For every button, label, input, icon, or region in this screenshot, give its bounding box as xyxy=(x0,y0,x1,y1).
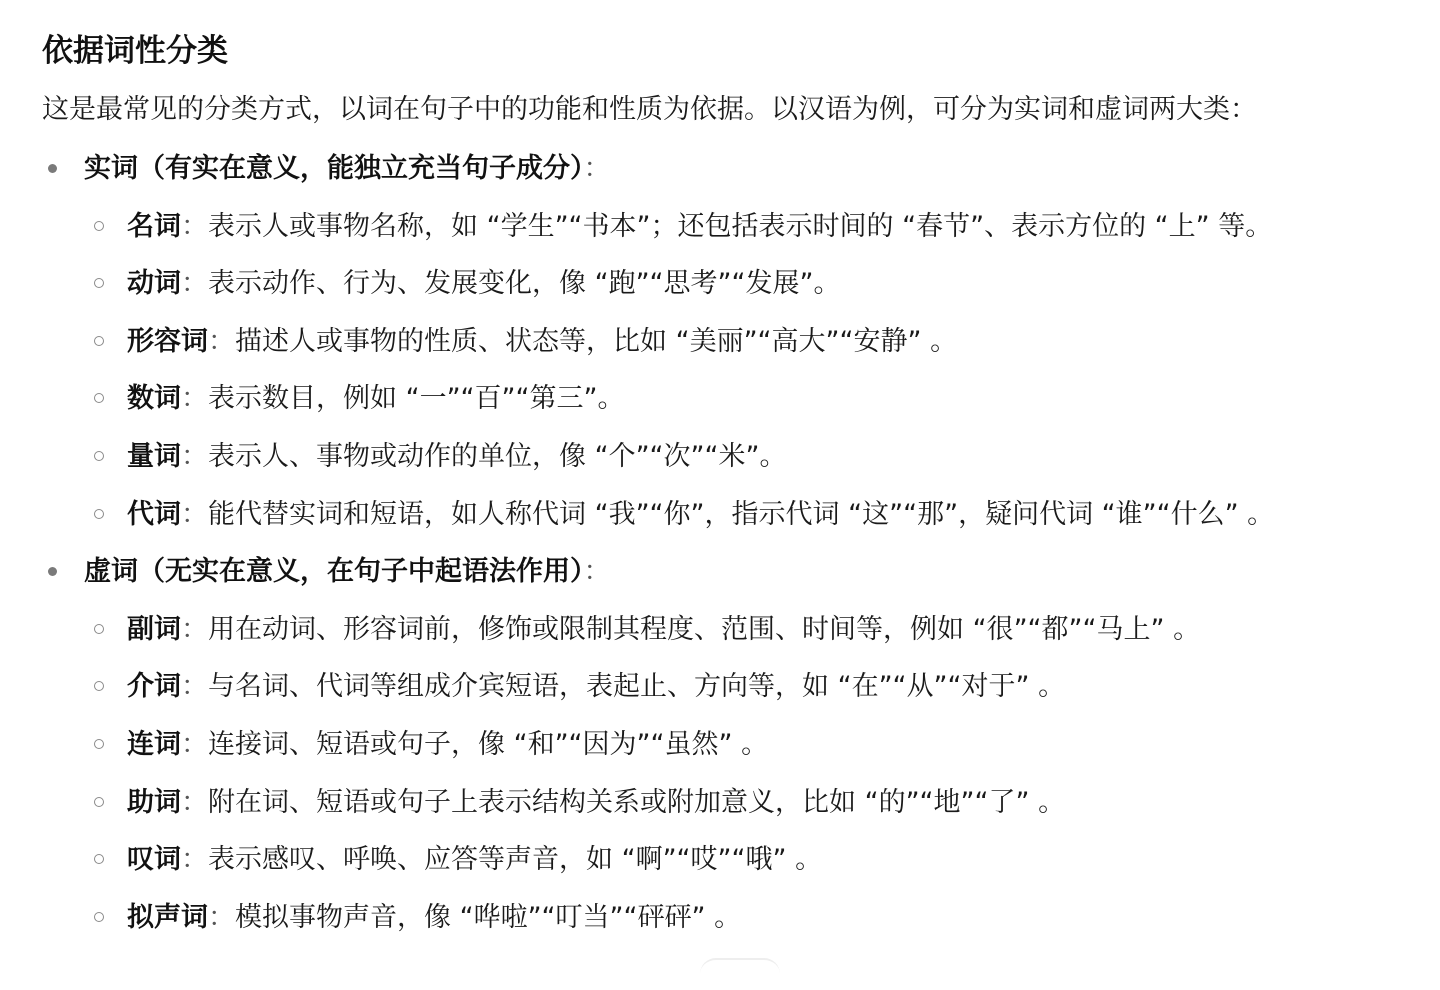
word-type-term: 量词 xyxy=(127,440,181,472)
list-item xyxy=(84,831,1422,889)
word-type-list xyxy=(84,198,1422,544)
bullet-ring-icon xyxy=(94,912,104,922)
bullet-ring-icon xyxy=(94,624,104,634)
category-colon: ： xyxy=(583,556,611,588)
word-type-term: 介词 xyxy=(127,671,181,703)
term-separator: ： xyxy=(181,613,208,645)
list-item xyxy=(84,774,1422,832)
bullet-ring-icon xyxy=(94,221,104,231)
term-separator: ： xyxy=(181,671,208,703)
term-separator: ： xyxy=(181,498,208,530)
intro-paragraph: 这是最常见的分类方式，以词在句子中的功能和性质为依据。以汉语为例，可分为实词和虚词两大类： xyxy=(42,94,1257,125)
word-type-term: 叹词 xyxy=(127,844,181,876)
list-item xyxy=(84,658,1422,716)
word-type-description: 连接词、短语或句子，像 “和”“因为”“虽然” 。 xyxy=(208,728,769,760)
bullet-ring-icon xyxy=(94,278,104,288)
word-type-term: 代词 xyxy=(127,498,181,530)
list-item xyxy=(84,313,1422,371)
scroll-fade-indicator xyxy=(700,958,780,990)
list-item xyxy=(84,198,1422,256)
word-type-list xyxy=(84,601,1422,947)
bullet-ring-icon xyxy=(94,797,104,807)
word-type-term: 副词 xyxy=(127,613,181,645)
bullet-ring-icon xyxy=(94,854,104,864)
term-separator: ： xyxy=(181,786,208,818)
word-type-term: 数词 xyxy=(127,383,181,415)
word-type-description: 能代替实词和短语，如人称代词 “我”“你”，指示代词 “这”“那”，疑问代词 “谁”“什么” 。 xyxy=(208,498,1275,530)
word-type-term: 助词 xyxy=(127,786,181,818)
list-item xyxy=(84,889,1422,947)
list-item xyxy=(84,428,1422,486)
word-type-term: 连词 xyxy=(127,728,181,760)
category-title: 实词（有实在意义，能独立充当句子成分） xyxy=(84,153,584,184)
category-title: 虚词（无实在意义，在句子中起语法作用） xyxy=(84,556,584,588)
word-type-description: 表示感叹、呼唤、应答等声音，如 “啊”“哎”“哦” 。 xyxy=(208,844,823,876)
section-heading: 依据词性分类 xyxy=(42,33,228,69)
term-separator: ： xyxy=(181,268,208,300)
word-type-term: 形容词 xyxy=(127,325,208,357)
category-list xyxy=(42,140,1422,946)
bullet-ring-icon xyxy=(94,336,104,346)
category-colon: ： xyxy=(583,153,611,184)
word-type-description: 表示人、事物或动作的单位，像 “个”“次”“米”。 xyxy=(208,440,787,472)
bullet-dot-icon xyxy=(48,567,57,576)
list-item xyxy=(84,601,1422,659)
term-separator: ： xyxy=(181,728,208,760)
category-heading xyxy=(84,543,1422,601)
word-type-description: 模拟事物声音，像 “哗啦”“叮当”“砰砰” 。 xyxy=(235,901,742,933)
list-item xyxy=(84,255,1422,313)
list-item xyxy=(84,716,1422,774)
word-type-description: 用在动词、形容词前，修饰或限制其程度、范围、时间等，例如 “很”“都”“马上” 。 xyxy=(208,613,1201,645)
word-type-description: 描述人或事物的性质、状态等，比如 “美丽”“高大”“安静” 。 xyxy=(235,325,958,357)
bullet-ring-icon xyxy=(94,509,104,519)
word-type-description: 与名词、代词等组成介宾短语，表起止、方向等，如 “在”“从”“对于” 。 xyxy=(208,671,1066,703)
category-function-words xyxy=(42,543,1422,946)
term-separator: ： xyxy=(181,210,208,242)
word-type-description: 表示人或事物名称，如 “学生”“书本”；还包括表示时间的 “春节”、表示方位的 “上” 等。 xyxy=(208,210,1273,242)
document-content xyxy=(42,28,1422,946)
word-type-term: 动词 xyxy=(127,268,181,300)
word-type-description: 表示数目，例如 “一”“百”“第三”。 xyxy=(208,383,625,415)
word-type-term: 名词 xyxy=(127,210,181,242)
bullet-ring-icon xyxy=(94,393,104,403)
bullet-ring-icon xyxy=(94,451,104,461)
term-separator: ： xyxy=(208,901,235,933)
category-heading xyxy=(84,140,1422,198)
category-content-words xyxy=(42,140,1422,543)
bullet-ring-icon xyxy=(94,739,104,749)
term-separator: ： xyxy=(208,325,235,357)
list-item xyxy=(84,370,1422,428)
term-separator: ： xyxy=(181,383,208,415)
word-type-description: 附在词、短语或句子上表示结构关系或附加意义，比如 “的”“地”“了” 。 xyxy=(208,786,1066,818)
word-type-description: 表示动作、行为、发展变化，像 “跑”“思考”“发展”。 xyxy=(208,268,841,300)
word-type-term: 拟声词 xyxy=(127,901,208,933)
bullet-ring-icon xyxy=(94,681,104,691)
bullet-dot-icon xyxy=(48,164,57,173)
list-item xyxy=(84,486,1422,544)
term-separator: ： xyxy=(181,440,208,472)
term-separator: ： xyxy=(181,844,208,876)
